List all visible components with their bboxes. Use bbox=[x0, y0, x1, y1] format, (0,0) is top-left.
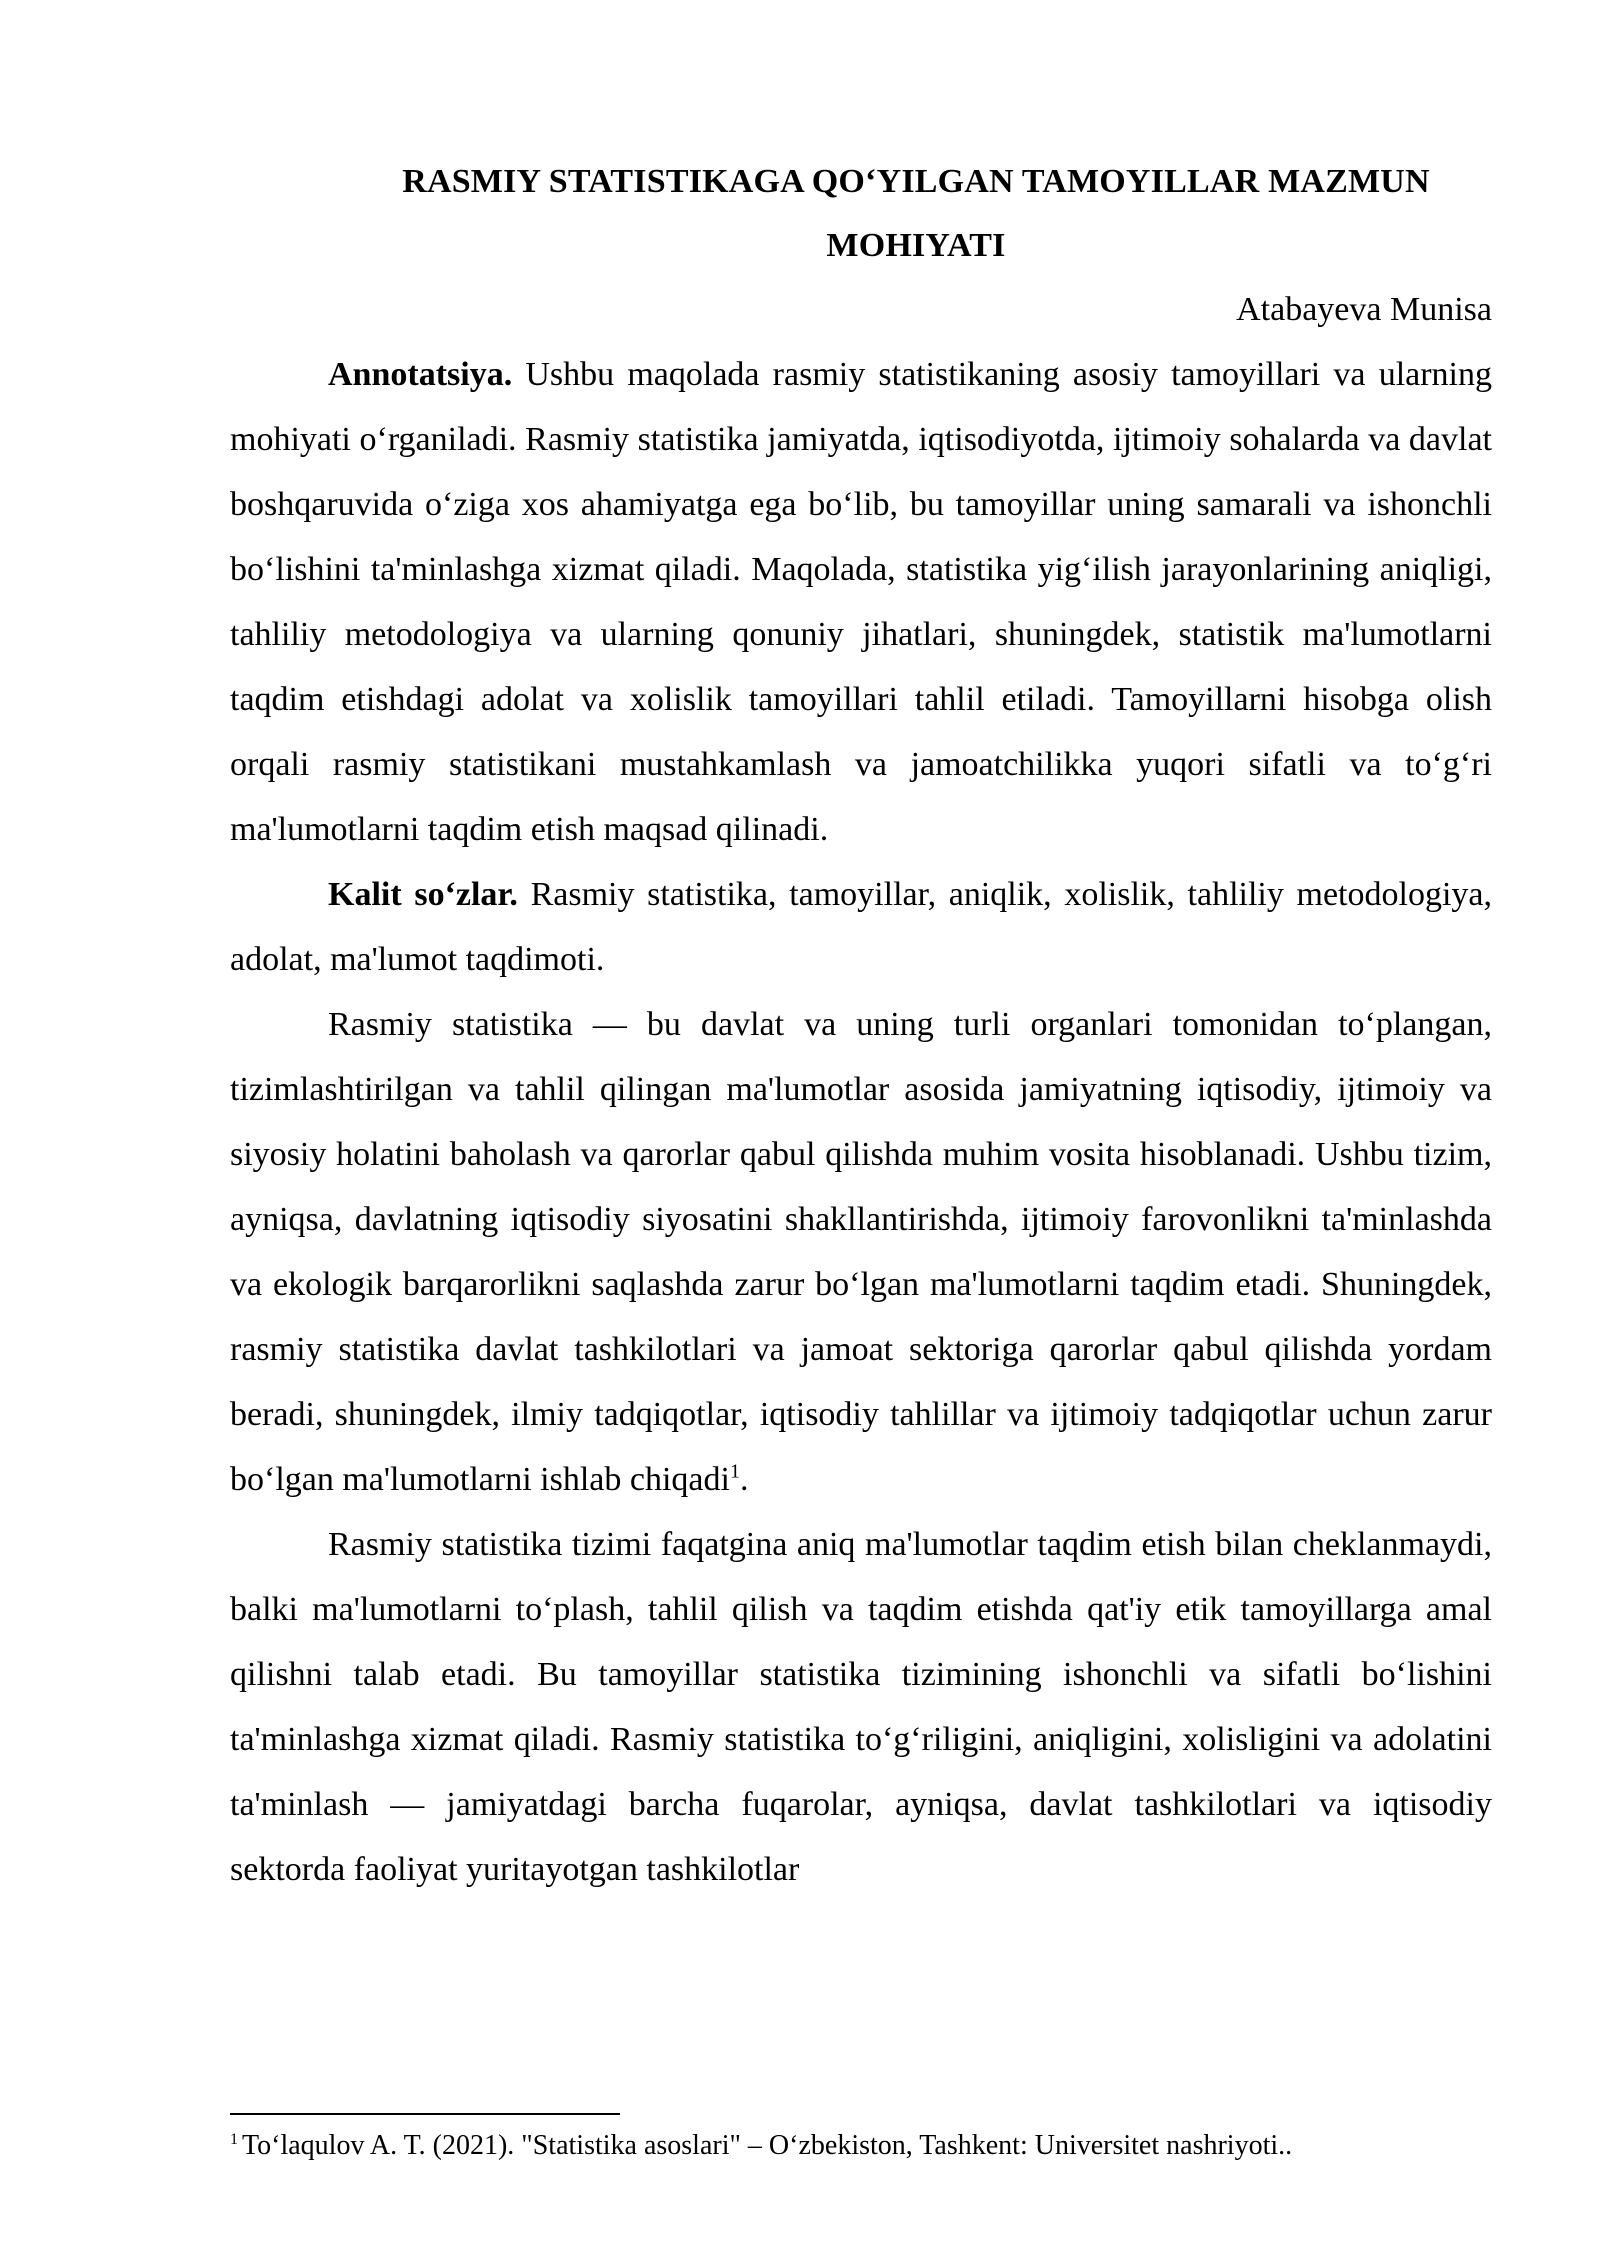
document-page bbox=[230, 150, 1492, 1902]
abstract-text: Ushbu maqolada rasmiy statistikaning asosiy tamoyillari va ularning mohiyati o‘rganiladi. Rasmiy statistika jamiyatda, iqtisodiyotda, ijtimoiy sohalarda va davlat boshqaruvida o‘ziga xos ahamiyatga ega bo‘lib, bu tamoyillar uning samarali va ishonchli bo‘lishini ta'minlashga xizmat qiladi. Maqolada, statistika yig‘ilish jarayonlarining aniqligi, tahliliy metodologiya va ularning qonuniy jihatlari, shuningdek, statistik ma'lumotlarni taqdim etishdagi adolat va xolislik tamoyillari tahlil etiladi. Tamoyillarni hisobga olish orqali rasmiy statistikani mustahkamlash va jamoatchilikka yuqori sifatli va to‘g‘ri ma'lumotlarni taqdim etish maqsad qilinadi. bbox=[230, 356, 1492, 848]
keywords-paragraph bbox=[230, 862, 1492, 992]
paper-title: RASMIY STATISTIKAGA QO‘YILGAN TAMOYILLAR MAZMUN MOHIYATI bbox=[402, 163, 1430, 264]
abstract-paragraph bbox=[230, 342, 1492, 862]
paragraph-text: Rasmiy statistika tizimi faqatgina aniq ma'lumotlar taqdim etish bilan cheklanmaydi, balki ma'lumotlarni to‘plash, tahlil qilish va taqdim etishda qat'iy etik tamoyillarga amal qilishni talab etadi. Bu tamoyillar statistika tizimining ishonchli va sifatli bo‘lishini ta'minlashga xizmat qiladi. Rasmiy statistika to‘g‘riligini, aniqligini, xolisligini va adolatini ta'minlash — jamiyatdagi barcha fuqarolar, ayniqsa, davlat tashkilotlari va iqtisodiy sektorda faoliyat yuritayotgan tashkilotlar bbox=[230, 1526, 1492, 1888]
body-paragraph-2 bbox=[230, 1512, 1492, 1902]
paragraph-text: Rasmiy statistika — bu davlat va uning turli organlari tomonidan to‘plangan, tizimlashtirilgan va tahlil qilingan ma'lumotlar asosida jamiyatning iqtisodiy, ijtimoiy va siyosiy holatini baholash va qarorlar qabul qilishda muhim vosita hisoblanadi. Ushbu tizim, ayniqsa, davlatning iqtisodiy siyosatini shakllantirishda, ijtimoiy farovonlikni ta'minlashda va ekologik barqarorlikni saqlashda zarur bo‘lgan ma'lumotlarni taqdim etadi. Shuningdek, rasmiy statistika davlat tashkilotlari va jamoat sektoriga qarorlar qabul qilishda yordam beradi, shuningdek, ilmiy tadqiqotlar, iqtisodiy tahlillar va ijtimoiy tadqiqotlar uchun zarur bo‘lgan ma'lumotlarni ishlab chiqadi bbox=[230, 1006, 1492, 1498]
footnote-separator bbox=[230, 2113, 620, 2115]
keywords-label: Kalit so‘zlar. bbox=[328, 876, 518, 913]
paragraph-end: . bbox=[739, 1461, 749, 1498]
keywords-text: Rasmiy statistika, tamoyillar, aniqlik, xolislik, tahliliy metodologiya, adolat, ma'lumot taqdimoti. bbox=[230, 876, 1492, 978]
abstract-label: Annotatsiya. bbox=[328, 356, 513, 393]
footnote bbox=[230, 2128, 1492, 2164]
footnote-text: To‘laqulov A. T. (2021). "Statistika asoslari" – O‘zbekiston, Tashkent: Universitet nashriyoti.. bbox=[242, 2130, 1293, 2161]
footnote-number: 1 bbox=[230, 2130, 238, 2148]
footnote-reference[interactable]: 1 bbox=[729, 1460, 740, 1483]
author-name: Atabayeva Munisa bbox=[1236, 291, 1492, 328]
body-paragraph-1 bbox=[230, 992, 1492, 1512]
